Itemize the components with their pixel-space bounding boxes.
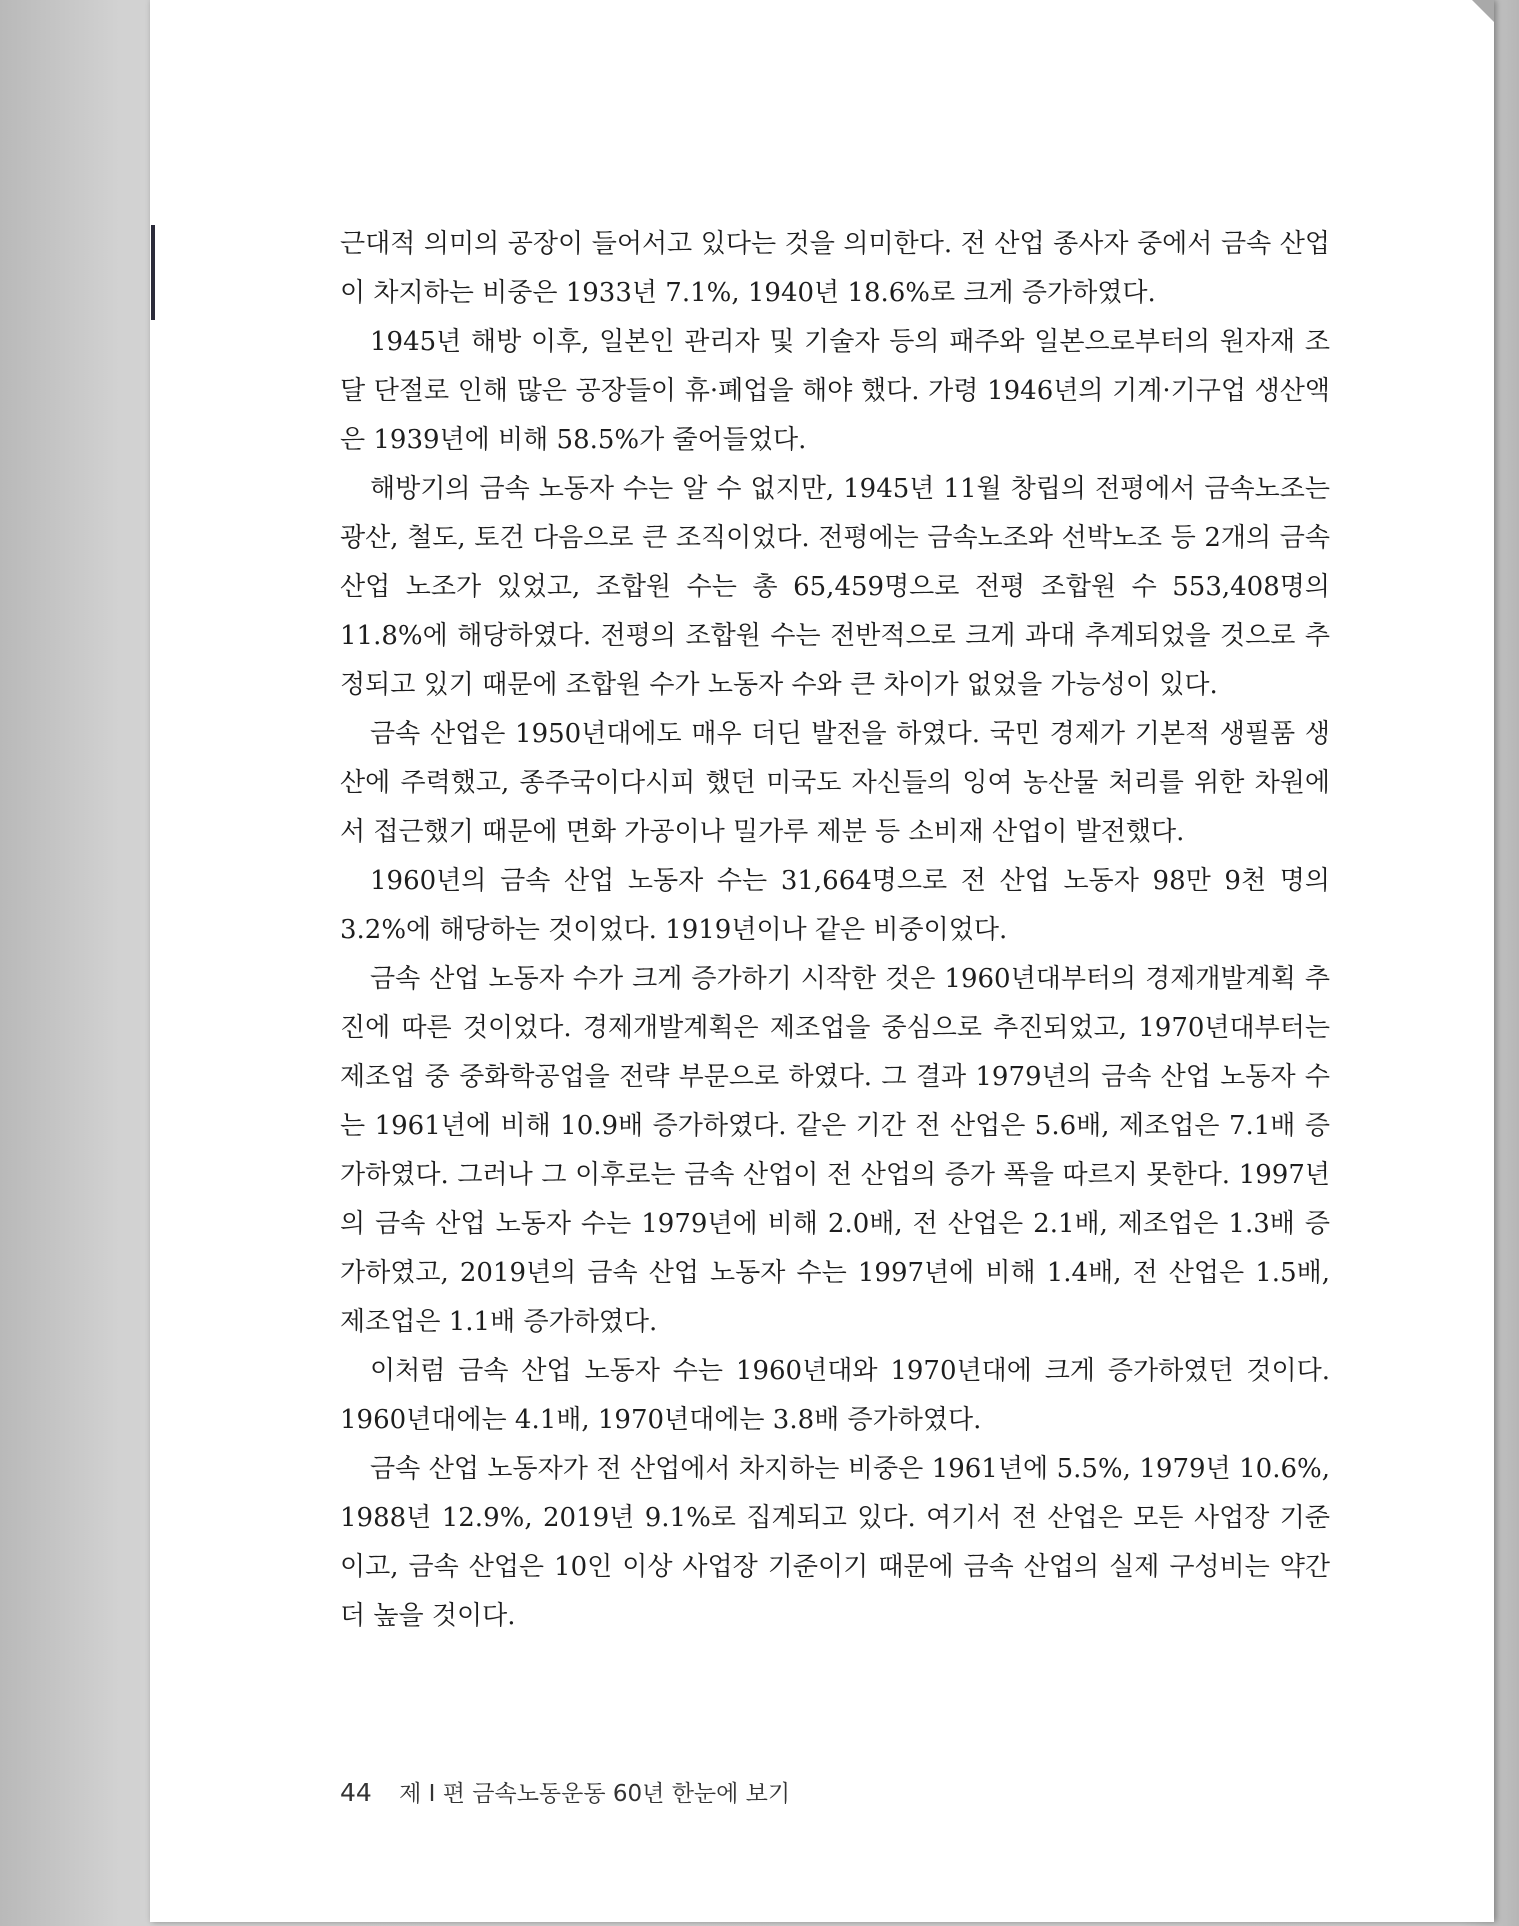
paragraph-6: 금속 산업 노동자 수가 크게 증가하기 시작한 것은 1960년대부터의 경제개발계획 추진에 따른 것이었다. 경제개발계획은 제조업을 중심으로 추진되었고, 1970년대부터는 제조업 중 중화학공업을 전략 부문으로 하였다. 그 결과 1979년의 금속 산업 노동자 수는 1961년에 비해 10.9배 증가하였다. 같은 기간 전 산업은 5.6배, 제조업은 7.1배 증가하였다. 그러나 그 이후로는 금속 산업이 전 산업의 증가 폭을 따르지 못한다. 1997년의 금속 산업 노동자 수는 1979년에 비해 2.0배, 전 산업은 2.1배, 제조업은 1.3배 증가하였고, 2019년의 금속 산업 노동자 수는 1997년에 비해 1.4배, 전 산업은 1.5배, 제조업은 1.1배 증가하였다. bbox=[340, 964, 1330, 1337]
page-body bbox=[340, 220, 1330, 1641]
paragraph-1: 근대적 의미의 공장이 들어서고 있다는 것을 의미한다. 전 산업 종사자 중에서 금속 산업이 차지하는 비중은 1933년 7.1%, 1940년 18.6%로 크게 증가하였다. bbox=[340, 229, 1330, 308]
page-corner bbox=[1472, 0, 1494, 22]
binding-edge-mark bbox=[151, 225, 155, 320]
paragraph-2: 1945년 해방 이후, 일본인 관리자 및 기술자 등의 패주와 일본으로부터의 원자재 조달 단절로 인해 많은 공장들이 휴·폐업을 해야 했다. 가령 1946년의 기계·기구업 생산액은 1939년에 비해 58.5%가 줄어들었다. bbox=[340, 327, 1330, 455]
paragraph-8: 금속 산업 노동자가 전 산업에서 차지하는 비중은 1961년에 5.5%, 1979년 10.6%, 1988년 12.9%, 2019년 9.1%로 집계되고 있다. 여기서 전 산업은 모든 사업장 기준이고, 금속 산업은 10인 이상 사업장 기준이기 때문에 금속 산업의 실제 구성비는 약간 더 높을 것이다. bbox=[340, 1454, 1330, 1631]
paragraph-3: 해방기의 금속 노동자 수는 알 수 없지만, 1945년 11월 창립의 전평에서 금속노조는 광산, 철도, 토건 다음으로 큰 조직이었다. 전평에는 금속노조와 선박노조 등 2개의 금속 산업 노조가 있었고, 조합원 수는 총 65,459명으로 전평 조합원 수 553,408명의 11.8%에 해당하였다. 전평의 조합원 수는 전반적으로 크게 과대 추계되었을 것으로 추정되고 있기 때문에 조합원 수가 노동자 수와 큰 차이가 없었을 가능성이 있다. bbox=[340, 474, 1330, 700]
paragraph-7: 이처럼 금속 산업 노동자 수는 1960년대와 1970년대에 크게 증가하였던 것이다. 1960년대에는 4.1배, 1970년대에는 3.8배 증가하였다. bbox=[340, 1356, 1330, 1435]
book-page bbox=[150, 0, 1494, 1922]
page-number: 44 bbox=[340, 1778, 372, 1807]
paragraph-5: 1960년의 금속 산업 노동자 수는 31,664명으로 전 산업 노동자 98만 9천 명의 3.2%에 해당하는 것이었다. 1919년이나 같은 비중이었다. bbox=[340, 866, 1330, 945]
paragraph-4: 금속 산업은 1950년대에도 매우 더딘 발전을 하였다. 국민 경제가 기본적 생필품 생산에 주력했고, 종주국이다시피 했던 미국도 자신들의 잉여 농산물 처리를 위한 차원에서 접근했기 때문에 면화 가공이나 밀가루 제분 등 소비재 산업이 발전했다. bbox=[340, 719, 1330, 847]
page-footer bbox=[340, 1775, 790, 1808]
running-title: 제 I 편 금속노동운동 60년 한눈에 보기 bbox=[399, 1781, 791, 1807]
